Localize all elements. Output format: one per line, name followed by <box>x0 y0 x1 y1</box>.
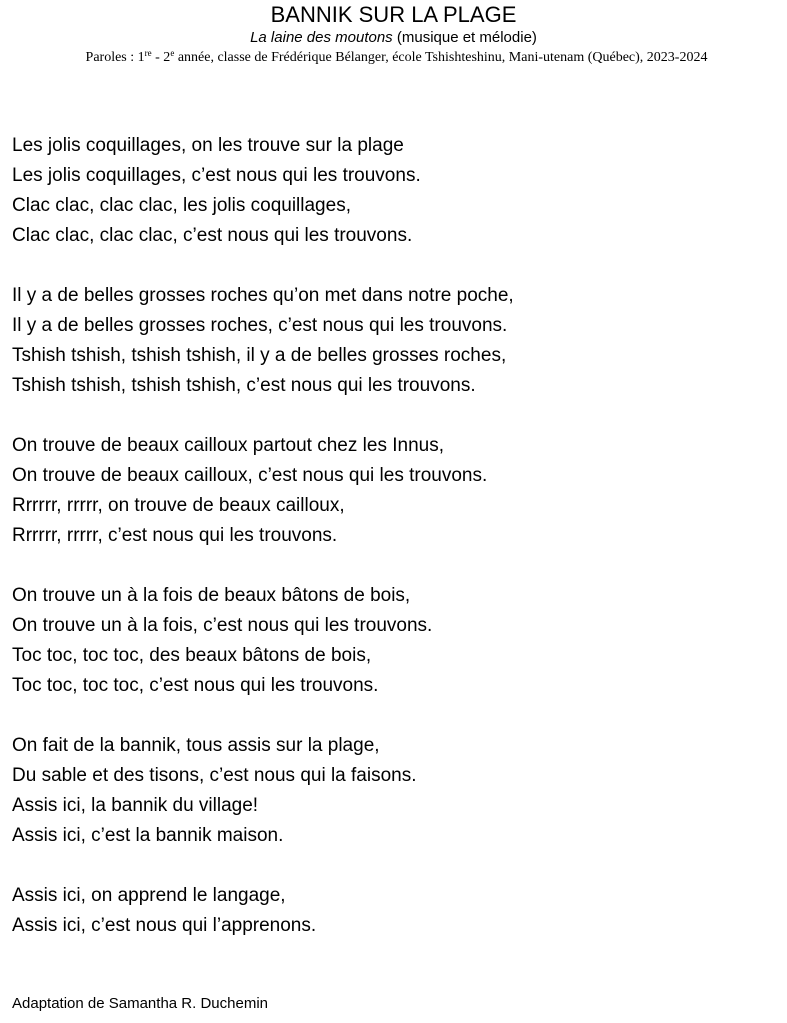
lyrics-credits <box>0 48 787 68</box>
lyric-line: Clac clac, clac clac, c’est nous qui les trouvons. <box>12 225 413 246</box>
lyric-line: Les jolis coquillages, c’est nous qui les trouvons. <box>12 165 421 186</box>
song-subtitle <box>0 28 787 48</box>
song-title: BANNIK SUR LA PLAGE <box>270 2 517 27</box>
document-header <box>0 0 787 68</box>
lyric-line: On fait de la bannik, tous assis sur la plage, <box>12 735 380 756</box>
stanza-4 <box>12 581 782 701</box>
lyric-line: Les jolis coquillages, on les trouve sur la plage <box>12 135 404 156</box>
lyric-line: Tshish tshish, tshish tshish, c’est nous qui les trouvons. <box>12 375 476 396</box>
song-lyrics <box>12 131 782 971</box>
adaptation-credit: Adaptation de Samantha R. Duchemin <box>12 995 268 1012</box>
stanza-5 <box>12 731 782 851</box>
credits-prefix: Paroles : 1 <box>85 50 145 65</box>
lyric-line: Rrrrrr, rrrrr, on trouve de beaux cailloux, <box>12 495 345 516</box>
stanza-6 <box>12 881 782 941</box>
credits-details: année, classe de Frédérique Bélanger, école Tshishteshinu, Mani-utenam (Québec), 2023-2024 <box>174 50 708 65</box>
lyric-line: Il y a de belles grosses roches, c’est nous qui les trouvons. <box>12 315 508 336</box>
lyric-line: Il y a de belles grosses roches qu’on met dans notre poche, <box>12 285 514 306</box>
subtitle-work-title: La laine des moutons <box>250 29 393 46</box>
stanza-3 <box>12 431 782 551</box>
lyric-line: Assis ici, c’est la bannik maison. <box>12 825 284 846</box>
lyric-line: Assis ici, on apprend le langage, <box>12 885 286 906</box>
lyric-line: On trouve de beaux cailloux partout chez les Innus, <box>12 435 444 456</box>
lyric-line: Du sable et des tisons, c’est nous qui la faisons. <box>12 765 417 786</box>
lyric-line: Toc toc, toc toc, des beaux bâtons de bois, <box>12 645 372 666</box>
lyric-line: Clac clac, clac clac, les jolis coquillages, <box>12 195 351 216</box>
lyric-line: On trouve un à la fois, c’est nous qui les trouvons. <box>12 615 433 636</box>
stanza-1 <box>12 131 782 251</box>
lyric-line: Toc toc, toc toc, c’est nous qui les trouvons. <box>12 675 379 696</box>
stanza-2 <box>12 281 782 401</box>
credits-superscript-1: re <box>144 48 152 58</box>
lyric-line: On trouve un à la fois de beaux bâtons de bois, <box>12 585 411 606</box>
credits-superscript-2: e <box>170 48 175 58</box>
lyric-line: Assis ici, c’est nous qui l’apprenons. <box>12 915 317 936</box>
lyric-line: Tshish tshish, tshish tshish, il y a de belles grosses roches, <box>12 345 507 366</box>
subtitle-description: (musique et mélodie) <box>392 29 537 46</box>
credits-middle: - 2 <box>151 50 171 65</box>
lyric-line: On trouve de beaux cailloux, c’est nous qui les trouvons. <box>12 465 488 486</box>
lyric-line: Rrrrrr, rrrrr, c’est nous qui les trouvons. <box>12 525 338 546</box>
lyric-line: Assis ici, la bannik du village! <box>12 795 259 816</box>
